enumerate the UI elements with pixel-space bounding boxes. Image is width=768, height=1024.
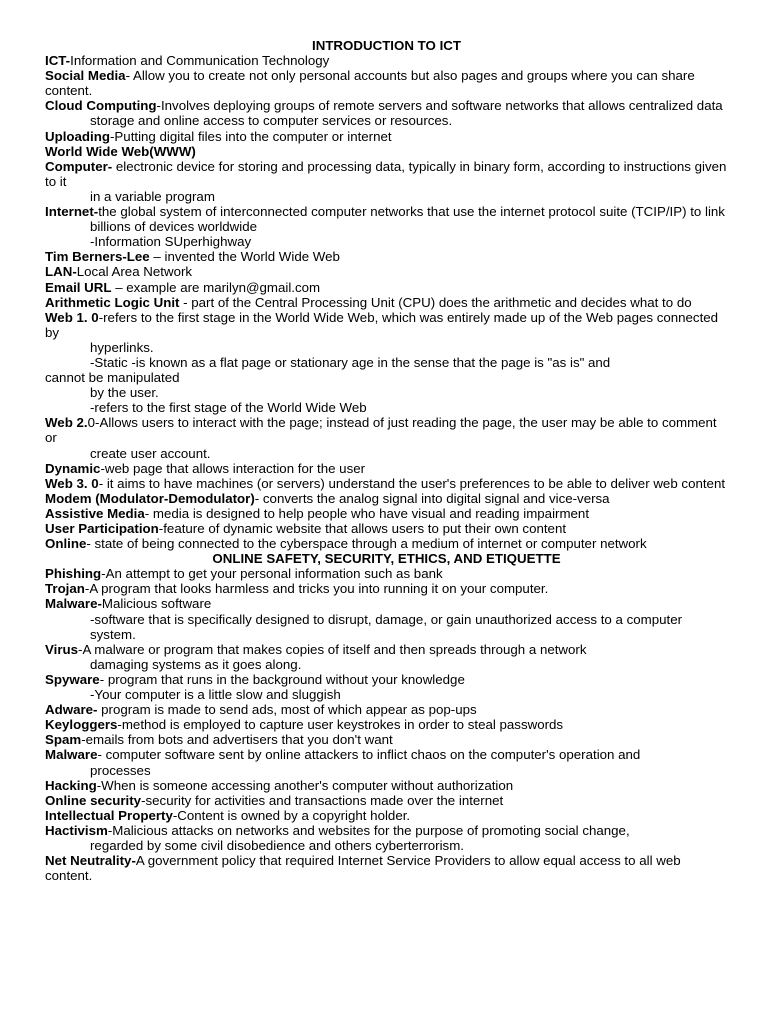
definition: - state of being connected to the cyberspace through a medium of internet or computer network [86, 536, 647, 552]
term: Trojan [45, 581, 85, 597]
text-line [45, 853, 728, 883]
definition: -method is employed to capture user keystrokes in order to steal passwords [117, 717, 564, 733]
definition: -feature of dynamic website that allows users to put their own content [158, 521, 567, 536]
text-line [45, 506, 728, 521]
definition: -Information SUperhighway [90, 234, 252, 250]
term: Spyware [45, 671, 100, 687]
term: Net Neutrality- [45, 853, 136, 869]
text-line [45, 778, 728, 793]
definition: -Your computer is a little slow and sluggish [90, 687, 341, 703]
text-line [45, 687, 728, 702]
definition: in a variable program [90, 188, 215, 204]
text-line [45, 355, 728, 370]
definition: -security for activities and transactions made over the internet [141, 792, 504, 808]
text-line [45, 113, 728, 128]
term: Online [45, 536, 87, 552]
definition: the global system of interconnected computer networks that use the internet protocol suite (TCIP/IP) to link [98, 204, 725, 220]
text-line [45, 295, 728, 310]
definition: -Malicious attacks on networks and websites for the purpose of promoting social change, [107, 822, 630, 838]
section-title: ONLINE SAFETY, SECURITY, ETHICS, AND ETIQUETTE [212, 551, 561, 567]
definition: -emails from bots and advertisers that you don't want [81, 732, 393, 748]
term: LAN- [45, 264, 77, 280]
text-line [45, 280, 728, 295]
text-line [45, 747, 728, 762]
text-line [45, 385, 728, 400]
text-line [45, 717, 728, 732]
text-line [45, 129, 728, 144]
definition: damaging systems as it goes along. [90, 656, 302, 672]
term: Virus [45, 641, 79, 657]
text-line [45, 370, 728, 385]
term: Uploading [45, 128, 110, 144]
definition: - computer software sent by online attackers to inflict chaos on the computer's operation and [97, 747, 641, 763]
text-line [45, 521, 728, 536]
definition: processes [90, 762, 151, 778]
definition: -An attempt to get your personal information such as bank [101, 566, 443, 582]
text-line [45, 536, 728, 551]
term: Arithmetic Logic Unit [45, 294, 180, 310]
definition: -A malware or program that makes copies of itself and then spreads through a network [78, 641, 587, 657]
term: Keyloggers [45, 717, 118, 733]
term: Modem (Modulator-Demodulator) [45, 490, 255, 506]
definition: – invented the World Wide Web [149, 249, 340, 265]
text-line [45, 340, 728, 355]
term: Web 3. 0 [45, 475, 99, 491]
definition: -refers to the first stage in the World Wide Web, which was entirely made up of the Web pages connected by [45, 309, 719, 340]
text-line [45, 657, 728, 672]
term: Internet- [45, 204, 99, 220]
text-line [45, 189, 728, 204]
definition: -Involves deploying groups of remote servers and software networks that allows centralized data [156, 98, 723, 114]
definition: Local Area Network [76, 264, 193, 280]
text-line [45, 823, 728, 838]
term: World Wide Web(WWW) [45, 143, 196, 159]
text-line [45, 702, 728, 717]
definition: by the user. [90, 385, 159, 401]
definition: -web page that allows interaction for the user [100, 460, 366, 476]
text-line [45, 53, 728, 68]
term: Adware- [45, 702, 98, 718]
definition: -Putting digital files into the computer or internet [110, 128, 392, 144]
definition: regarded by some civil disobedience and others cyberterrorism. [90, 837, 464, 853]
text-line [45, 672, 728, 687]
definition: billions of devices worldwide [90, 219, 258, 235]
term: Tim Berners-Lee [45, 249, 150, 265]
text-line [45, 581, 728, 596]
text-line [45, 400, 728, 415]
text-line [45, 612, 728, 642]
term: ICT- [45, 53, 71, 69]
definition: storage and online access to computer services or resources. [90, 113, 453, 129]
term: Email URL [45, 279, 112, 295]
definition: - media is designed to help people who have visual and reading impairment [144, 505, 590, 521]
term: Web 2. [45, 415, 88, 431]
term: Assistive Media [45, 505, 145, 521]
definition: - converts the analog signal into digital signal and vice-versa [254, 490, 610, 506]
text-line [45, 446, 728, 461]
text-line [45, 566, 728, 581]
text-line [45, 808, 728, 823]
definition: cannot be manipulated [45, 370, 180, 386]
term: Malware [45, 747, 98, 763]
text-line [45, 264, 728, 279]
definition: – example are marilyn@gmail.com [111, 279, 321, 295]
definition: - program that runs in the background without your knowledge [99, 671, 465, 687]
definition: -Static -is known as a flat page or stationary age in the sense that the page is "as is" and [90, 354, 611, 370]
text-line [45, 642, 728, 657]
definition: 0-Allows users to interact with the page; instead of just reading the page, the user may be able to comment or [45, 415, 717, 446]
definition: create user account. [90, 445, 211, 461]
definition: Information and Communication Technology [70, 53, 330, 69]
term: Computer- [45, 158, 113, 174]
term: Intellectual Property [45, 807, 173, 823]
text-line [45, 461, 728, 476]
definition: -A program that looks harmless and tricks you into running it on your computer. [84, 581, 549, 597]
text-line [45, 144, 728, 159]
term: Cloud Computing [45, 98, 157, 114]
section-intro [45, 53, 728, 551]
text-line [45, 204, 728, 219]
text-line [45, 838, 728, 853]
text-line [45, 596, 728, 611]
text-line [45, 763, 728, 778]
term: Social Media [45, 68, 126, 84]
text-line [45, 68, 728, 98]
term: Online security [45, 792, 142, 808]
text-line [45, 98, 728, 113]
text-line [45, 491, 728, 506]
term: Spam [45, 732, 82, 748]
definition: program is made to send ads, most of which appear as pop-ups [97, 702, 477, 718]
term: Malware- [45, 596, 102, 612]
definition: - Allow you to create not only personal accounts but also pages and groups where you can share content. [45, 68, 695, 99]
term: Web 1. 0 [45, 309, 99, 325]
definition: -refers to the first stage of the World Wide Web [90, 400, 367, 416]
definition: -When is someone accessing another's computer without authorization [96, 777, 514, 793]
text-line [45, 249, 728, 264]
definition: - part of the Central Processing Unit (CPU) does the arithmetic and decides what to do [179, 294, 692, 310]
term: Hacking [45, 777, 97, 793]
text-line [45, 732, 728, 747]
term: Phishing [45, 566, 102, 582]
definition: -software that is specifically designed to disrupt, damage, or gain unauthorized access to a computer system. [90, 611, 683, 642]
term: Hactivism [45, 822, 108, 838]
term: Dynamic [45, 460, 101, 476]
text-line [45, 234, 728, 249]
text-line [45, 159, 728, 189]
text-line [45, 310, 728, 340]
term: User Participation [45, 521, 159, 536]
definition: A government policy that required Internet Service Providers to allow equal access to all web content. [45, 853, 681, 884]
definition: electronic device for storing and processing data, typically in binary form, according to instructions given to it [45, 158, 727, 189]
text-line [45, 415, 728, 445]
section-safety [45, 566, 728, 883]
page-title: INTRODUCTION TO ICT [312, 38, 461, 53]
definition: - it aims to have machines (or servers) understand the user's preferences to be able to deliver web content [98, 475, 726, 491]
text-line [45, 219, 728, 234]
definition: Malicious software [101, 596, 212, 612]
definition: hyperlinks. [90, 339, 154, 355]
text-line [45, 476, 728, 491]
text-line [45, 793, 728, 808]
definition: -Content is owned by a copyright holder. [172, 807, 411, 823]
